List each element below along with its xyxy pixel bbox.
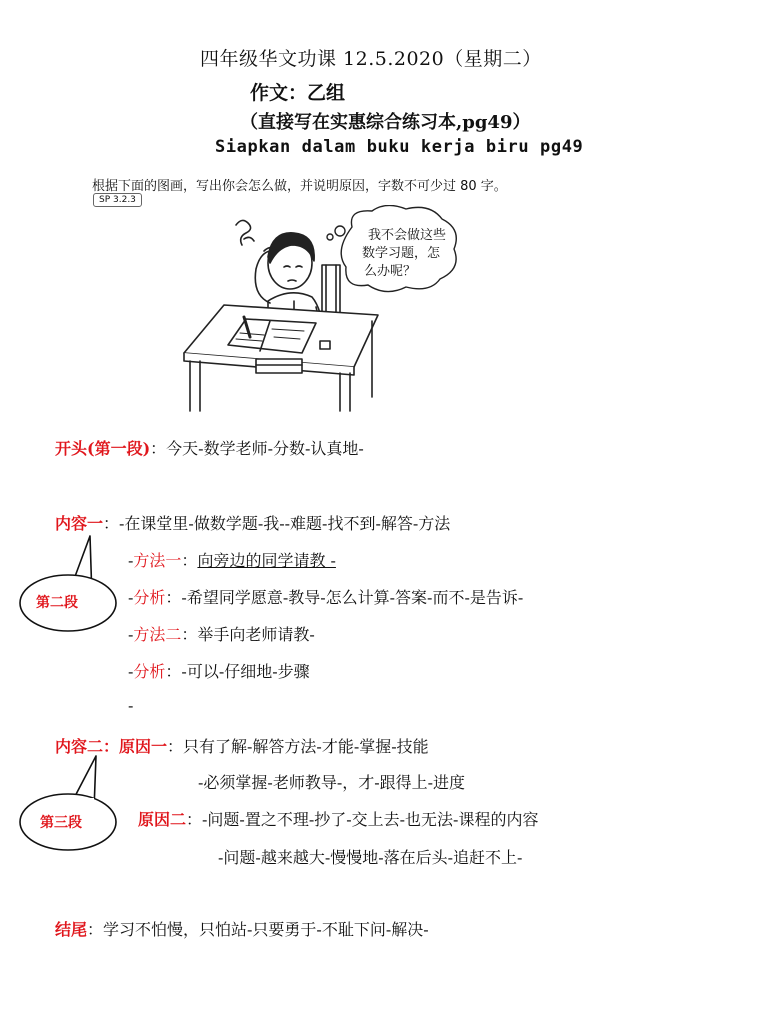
thought-bubble-line-3: 么办呢？: [364, 264, 417, 279]
callout-paragraph-3-label: 第三段: [40, 815, 82, 831]
method1-line: [128, 548, 336, 571]
analysis1-text: ：-希望同学愿意-教导-怎么计算-答案-而不-是告诉-: [165, 588, 524, 607]
method2-label: 方法二: [133, 625, 182, 644]
boy-at-desk-illustration: [140, 205, 480, 415]
opening-text: ：今天-数学老师-分数-认真地-: [150, 439, 364, 458]
reason2-line: [138, 807, 538, 830]
subtitle: 作文：乙组: [250, 82, 346, 104]
callout-paragraph-2: [10, 528, 130, 638]
analysis1-line: [128, 585, 523, 608]
content2-text: ：只有了解-解答方法-才能-掌握-技能: [167, 737, 429, 756]
method2-line: [128, 622, 315, 645]
content1-label: 内容一: [55, 514, 104, 533]
reason2-label: 原因二: [138, 810, 187, 829]
analysis2-text: ：-可以-仔细地-步骤: [165, 662, 310, 681]
analysis2-prefix: -: [128, 662, 134, 681]
method2-prefix: -: [128, 625, 134, 644]
instruction-chinese: （直接写在实惠综合练习本,pg49）: [240, 112, 531, 133]
ending-label: 结尾: [55, 920, 88, 939]
instruction-malay: Siapkan dalam buku kerja biru pg49: [215, 137, 584, 157]
method1-prefix: -: [128, 551, 134, 570]
opening-label: 开头(第一段): [55, 439, 151, 458]
thought-bubble-line-2: 数学习题，怎: [362, 246, 441, 261]
method2-text: ：举手向老师请教-: [181, 625, 315, 644]
exercise-code-badge: SP 3.2.3: [93, 193, 142, 207]
content2-line2: -必须掌握-老师教导-，才-跟得上-进度: [198, 773, 466, 792]
page-title: 四年级华文功课 12.5.2020（星期二）: [200, 48, 542, 70]
method1-label: 方法一: [133, 551, 182, 570]
callout-paragraph-2-label: 第二段: [36, 595, 78, 611]
dash-line: -: [128, 696, 134, 715]
exercise-prompt: 根据下面的图画，写出你会怎么做，并说明原因，字数不可少过 80 字。: [92, 179, 507, 194]
thought-bubble-line-1: 我不会做这些: [368, 228, 447, 243]
analysis2-line: [128, 659, 310, 682]
analysis1-label: 分析: [133, 588, 166, 607]
method1-colon: ：: [181, 551, 198, 570]
ending-line: [55, 917, 429, 940]
content2-label: 内容二：原因一: [55, 737, 168, 756]
content1-text: ：-在课堂里-做数学题-我--难题-找不到-解答-方法: [103, 514, 451, 533]
ending-text: ：学习不怕慢，只怕站-只要勇于-不耻下问-解决-: [87, 920, 429, 939]
reason2-line2: -问题-越来越大-慢慢地-落在后头-追赶不上-: [218, 848, 523, 867]
reason2-text: ：-问题-置之不理-抄了-交上去-也无法-课程的内容: [186, 810, 539, 829]
opening-line: [55, 436, 364, 459]
analysis2-label: 分析: [133, 662, 166, 681]
analysis1-prefix: -: [128, 588, 134, 607]
callout-paragraph-3: [10, 752, 130, 862]
method1-text: 向旁边的同学请教 -: [197, 551, 336, 570]
